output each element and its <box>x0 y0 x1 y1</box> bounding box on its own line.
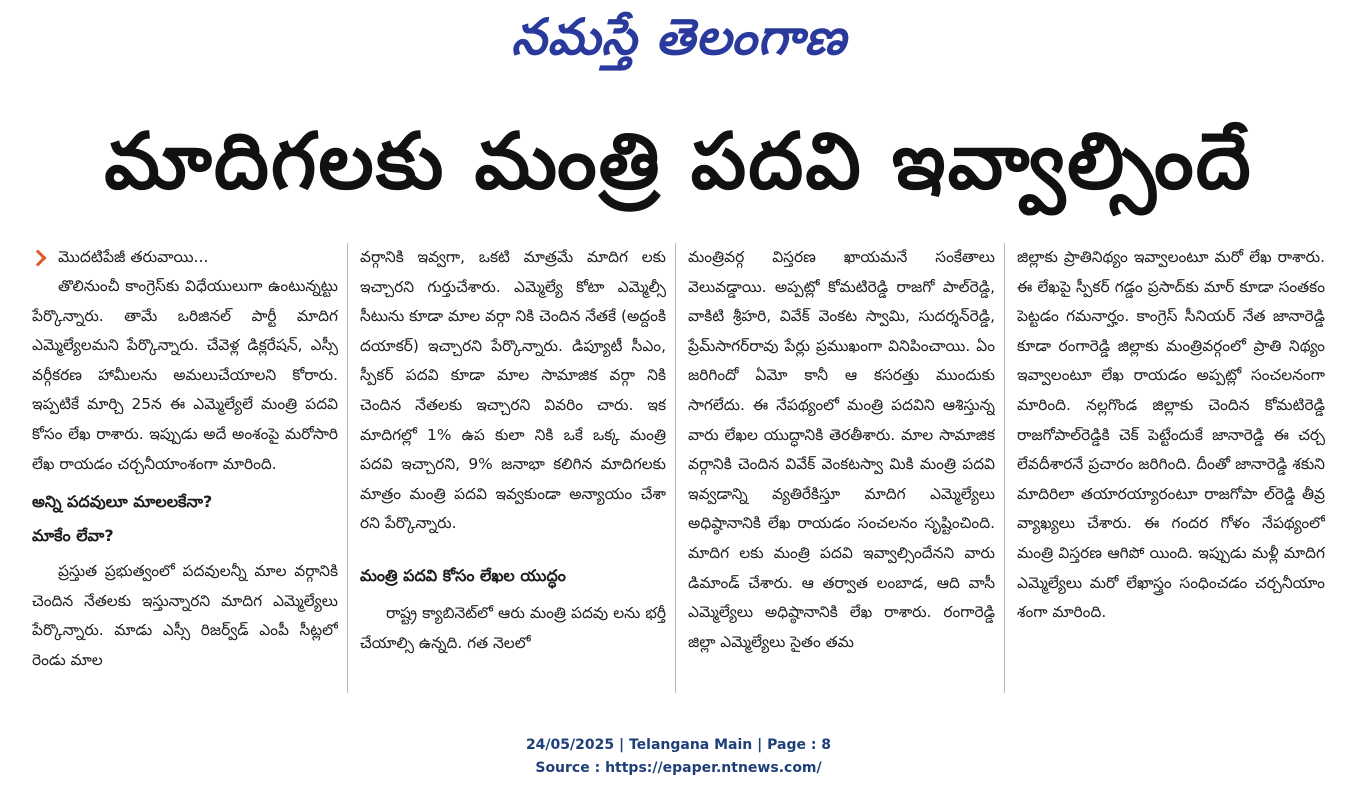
subheading: అన్ని పదవులూ మాలలకేనా? <box>32 492 213 512</box>
article-column-2 <box>360 243 666 693</box>
column-divider <box>675 243 676 693</box>
footer-source: Source : https://epaper.ntnews.com/ <box>535 760 822 776</box>
column-divider <box>347 243 348 693</box>
article-column-1 <box>32 243 338 693</box>
article-column-3 <box>688 243 995 693</box>
paragraph: రాష్ట్ర క్యాబినెట్‌లో ఆరు మంత్రి పదవు లను భర్తీ చేయాల్సి ఉన్నది. గత నెలలో <box>360 603 666 652</box>
paragraph: ప్రస్తుత ప్రభుత్వంలో పదవులన్నీ మాల వర్గానికి చెందిన నేతలకు ఇస్తున్నారని మాదిగ ఎమ్మెల్యేలు పేర్కొన్నారు. మాడు ఎస్సీ రిజర్వ్‌డ్ ఎంపీ సీట్లలో రెండు మాల <box>32 562 338 669</box>
paragraph: తొలినుంచీ కాంగ్రెస్‌కు విధేయులుగా ఉంటున్నట్టు పేర్కొన్నారు. తామే ఒరిజినల్ పార్టీ మాదిగ ఎమ్మెల్యేలమని పేర్కొన్నారు. చేవెళ్ల డిక్లరేషన్, ఎస్సీ వర్గీకరణ హామీలను అమలుచేయాలని కోరారు. ఇప్పటికే మార్చి 25న ఈ ఎమ్మెల్యేలే మంత్రి పదవి కోసం లేఖ రాశారు. ఇప్పుడు అదే అంశంపై మరోసారి లేఖ రాయడం చర్చనీయాంశంగా మారింది. <box>32 277 338 473</box>
article-column-4 <box>1017 243 1325 693</box>
article-headline: మాదిగలకు మంత్రి పదవి ఇవ్వాల్సిందే <box>104 117 1253 207</box>
kicker-text: మొదటిపేజీ తరువాయి... <box>58 247 209 266</box>
subheading: మాకేం లేవా? <box>32 526 114 546</box>
paragraph: మంత్రివర్గ విస్తరణ ఖాయమనే సంకేతాలు వెలువడ్డాయి. అప్పట్లో కోమటిరెడ్డి రాజగో పాల్‌రెడ్డి, వాకిటి శ్రీహరి, వివేక్ వెంకట స్వామి, సుదర్శన్‌రెడ్డి, ప్రేమ్‌సాగర్‌రావు పేర్లు ప్రముఖంగా వినిపించాయి. ఏం జరిగిందో ఏమో కానీ ఆ కసరత్తు ముందుకు సాగలేదు. ఈ నేపథ్యంలో మంత్రి పదవిని ఆశిస్తున్న వారు లేఖల యుద్ధానికి తెరతీశారు. మాల సామాజిక వర్గానికి చెందిన వివేక్ వెంకటస్వా మికి మంత్రి పదవి ఇవ్వడాన్ని వ్యతిరేకిస్తూ మాదిగ ఎమ్మెల్యేలు అధిష్ఠానానికి లేఖ రాయడం సంచలనం సృష్టించింది. మాదిగ లకు మంత్రి పదవి ఇవ్వాల్సిందేనని వారు డిమాండ్ చేశారు. ఆ తర్వాత లంబాడ, ఆది వాసీ ఎమ్మెల్యేలు అధిష్ఠానానికి లేఖ రాశారు. రంగారెడ్డి జిల్లా ఎమ్మెల్యేలు సైతం తమ <box>688 248 995 651</box>
footer-date-page: 24/05/2025 | Telangana Main | Page : 8 <box>525 737 832 753</box>
paragraph: జిల్లాకు ప్రాతినిథ్యం ఇవ్వాలంటూ మరో లేఖ రాశారు. ఈ లేఖపై స్పీకర్ గడ్డం ప్రసాద్‌కు మార్ కూడా సంతకం పెట్టడం గమనార్హం. కాంగ్రెస్ సీనియర్ నేత జానారెడ్డి కూడా రంగారెడ్డి జిల్లాకు మంత్రివర్గంలో ప్రాతి నిథ్యం ఇవ్వాలంటూ లేఖ రాయడం అప్పట్లో సంచలనంగా మారింది. నల్లగొండ జిల్లాకు చెందిన కోమటిరెడ్డి రాజగోపాల్‌రెడ్డికి చెక్ పెట్టేందుకే జానారెడ్డి ఈ చర్చ లేవదీశారనే ప్రచారం జరిగింది. దీంతో జానారెడ్డి శకుని మాదిరిలా తయారయ్యారంటూ రాజగోపా ల్‌రెడ్డి తీవ్ర వ్యాఖ్యలు చేశారు. ఈ గందర గోళం నేపథ్యంలో మంత్రి విస్తరణ ఆగిపో యింది. ఇప్పుడు మళ్లీ మాదిగ ఎమ్మెల్యేలు మరో లేఖాస్త్రం సంధించడం చర్చనీయాం శంగా మారింది. <box>1017 248 1325 622</box>
column-divider <box>1004 243 1005 693</box>
chevron-right-icon <box>32 249 46 266</box>
newspaper-masthead: నమస్తే తెలంగాణ <box>511 8 847 66</box>
continuation-kicker <box>32 243 338 272</box>
paragraph: వర్గానికి ఇవ్వగా, ఒకటి మాత్రమే మాదిగ లకు ఇచ్చారని గుర్తుచేశారు. ఎమ్మెల్యే కోటా ఎమ్మెల్సీ సీటును కూడా మాల వర్గా నికి చెందిన నేతకే (అద్దంకి దయాకర్) ఇచ్చారని పేర్కొన్నారు. డిప్యూటీ సీఎం, స్పీకర్ పదవి కూడా మాల సామాజిక వర్గా నికి చెందిన నేతలకు ఇచ్చారని వివరిం చారు. ఇక మాదిగల్లో 1% ఉప కులా నికి ఒకే ఒక్క మంత్రి పదవి ఇచ్చారని, 9% జనాభా కలిగిన మాదిగలకు మాత్రం మంత్రి పదవి ఇవ్వకుండా అన్యాయం చేశా రని పేర్కొన్నారు. <box>360 248 666 533</box>
subheading: మంత్రి పదవి కోసం లేఖల యుద్ధం <box>360 565 566 585</box>
